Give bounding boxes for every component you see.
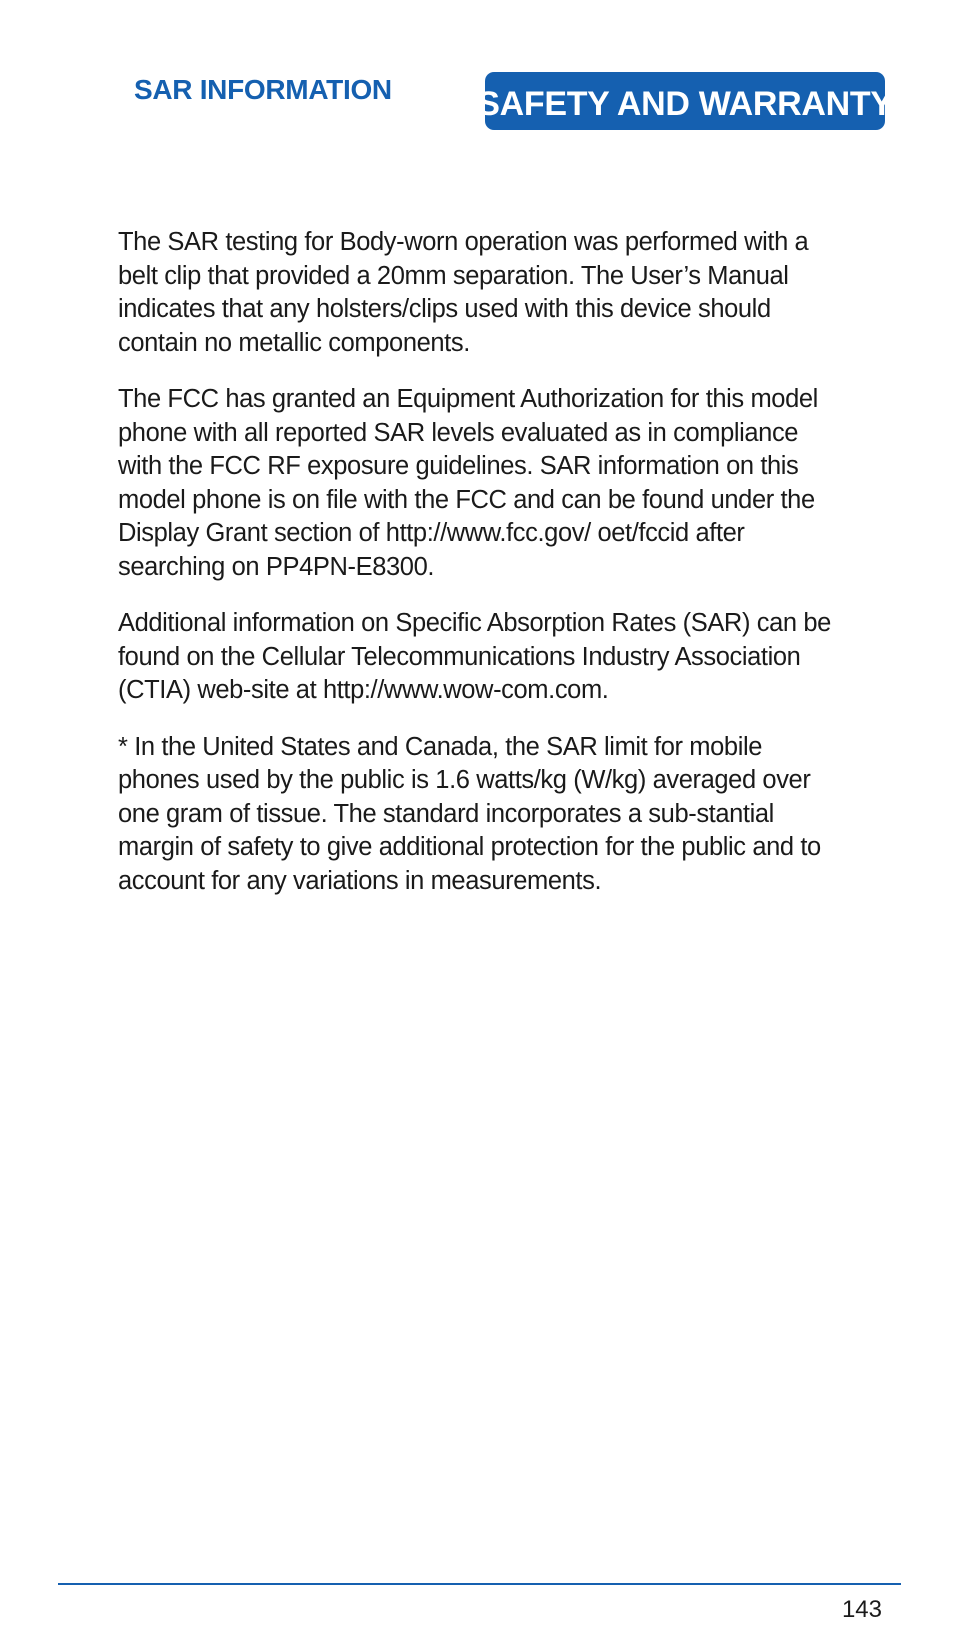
body-text — [118, 226, 848, 921]
paragraph-body-worn-testing: The SAR testing for Body-worn operation was performed with a belt clip that provided a 20mm separation. The User’s Manual indicates that any holsters/clips used with this device should contain no metallic components. — [118, 228, 809, 357]
paragraph-additional-information: Additional information on Specific Absorption Rates (SAR) can be found on the Cellular Telecommunications Industry Association (CTIA) web-site at http://www.wow-com.com. — [118, 609, 831, 704]
chapter-tab — [477, 72, 893, 130]
paragraph-fcc-authorization: The FCC has granted an Equipment Authorization for this model phone with all reported SAR levels evaluated as in compliance with the FCC RF exposure guidelines. SAR information on this model phone is on file with the FCC and can be found under the Display Grant section of http://www.fcc.gov/ oet/fccid after searching on PP4PN-E8300. — [118, 385, 818, 581]
chapter-tab-label: SAFETY AND WARRANTY — [477, 84, 893, 123]
section-title: SAR INFORMATION — [134, 74, 392, 105]
page-number: 143 — [841, 1596, 882, 1623]
paragraph-sar-limit-footnote: * In the United States and Canada, the SAR limit for mobile phones used by the public is 1.6 watts/kg (W/kg) averaged over one gram of tissue. The standard incorporates a sub-stantial margin of safety to give additional protection for the public and to account for any variations in measurements. — [118, 732, 821, 895]
footer-divider — [58, 1583, 901, 1585]
